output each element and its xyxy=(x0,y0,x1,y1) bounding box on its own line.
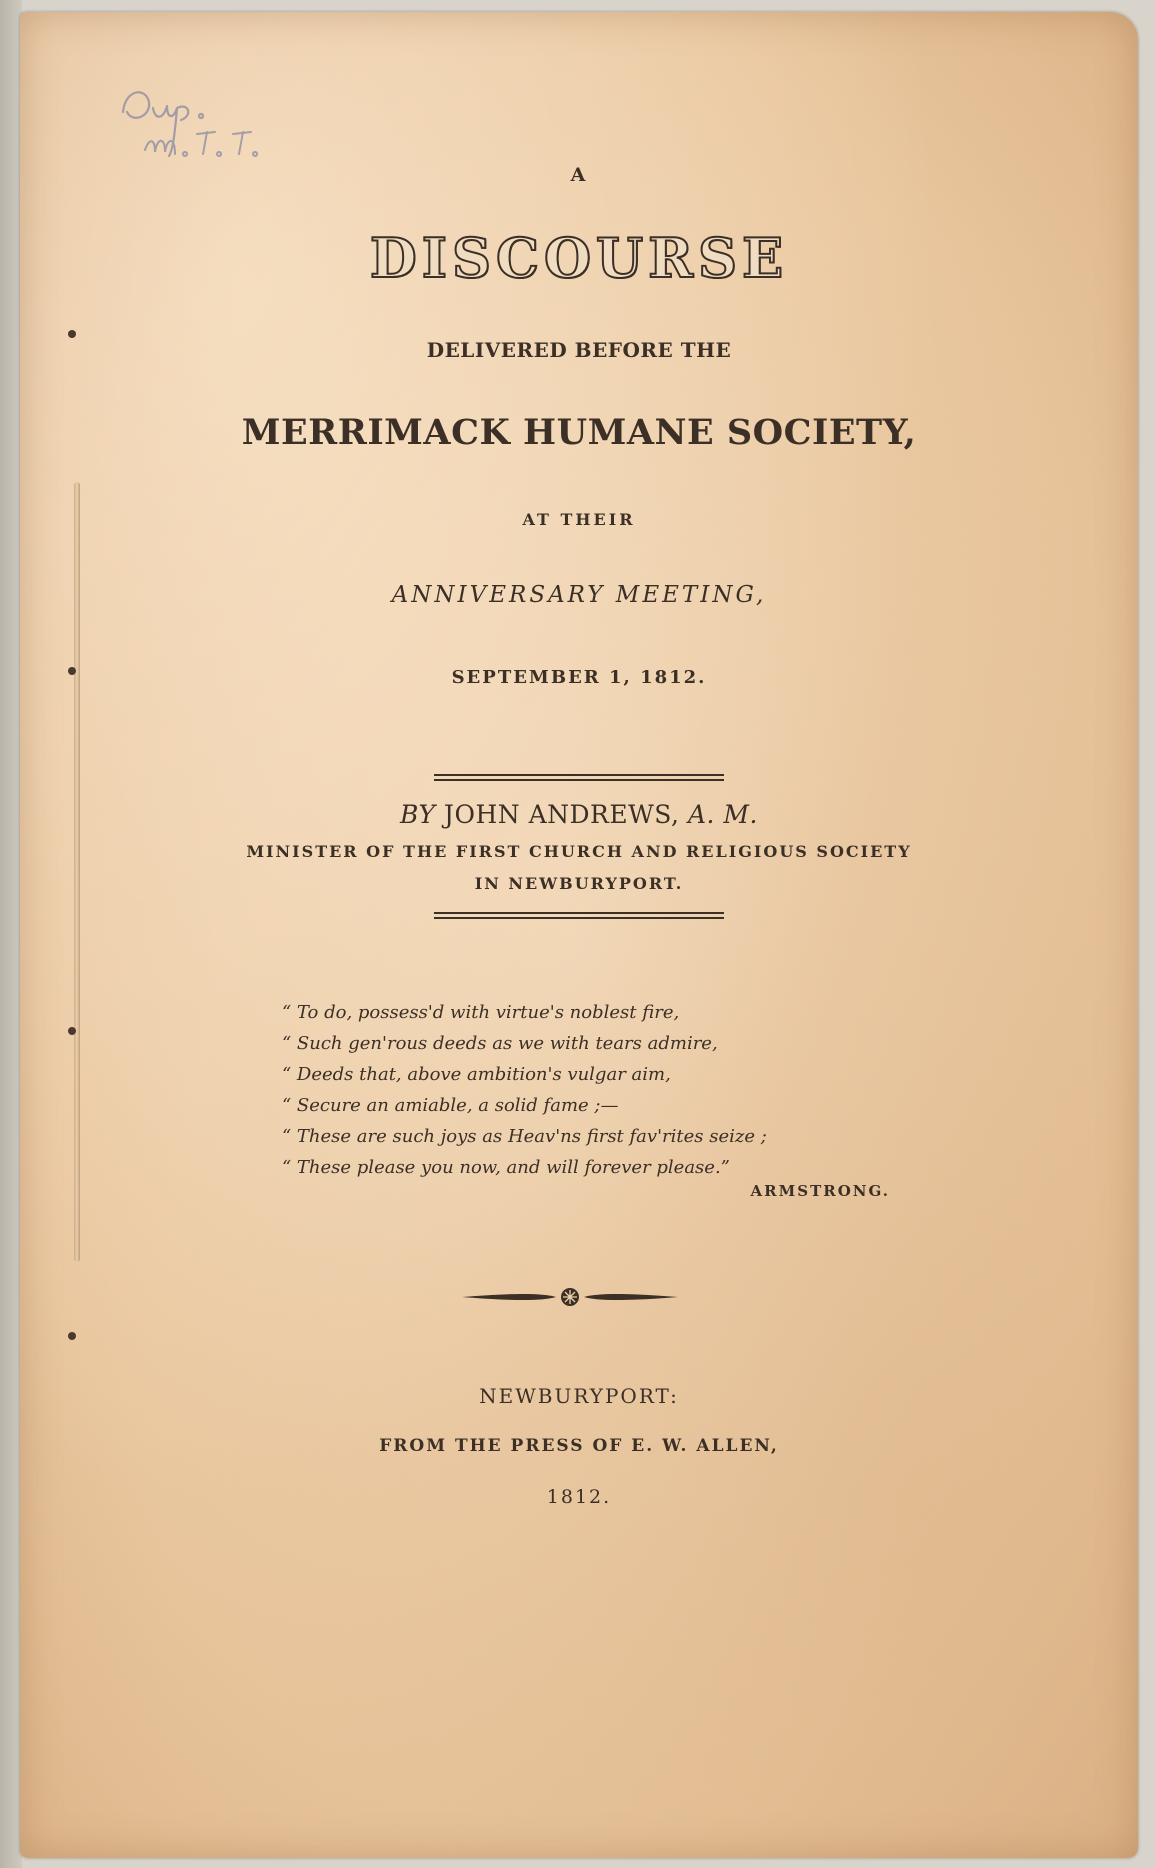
double-rule-top xyxy=(434,774,724,781)
date-line: SEPTEMBER 1, 1812. xyxy=(451,667,707,688)
epigraph-line: “ To do, possess'd with virtue's noblest fire, xyxy=(282,1002,680,1023)
scan-background-strip xyxy=(0,0,22,1868)
author-line xyxy=(20,800,1138,829)
epigraph-line: “ Such gen'rous deeds as we with tears admire, xyxy=(282,1033,718,1054)
delivered-before-line: DELIVERED BEFORE THE xyxy=(426,338,732,362)
author-role: MINISTER OF THE FIRST CHURCH AND RELIGIOUS SOCIETY xyxy=(246,842,912,861)
imprint-press: FROM THE PRESS OF E. W. ALLEN, xyxy=(379,1436,779,1456)
epigraph-line: “ These are such joys as Heav'ns first fav'rites seize ; xyxy=(282,1126,767,1147)
page-title: DISCOURSE xyxy=(369,226,789,290)
society-name: MERRIMACK HUMANE SOCIETY, xyxy=(241,412,917,453)
author-name: JOHN ANDREWS, xyxy=(443,800,680,829)
epigraph-line: “ Secure an amiable, a solid fame ;— xyxy=(282,1095,619,1116)
epigraph-attribution: ARMSTRONG. xyxy=(750,1182,890,1200)
author-place: IN NEWBURYPORT. xyxy=(474,874,684,893)
double-rule-bottom xyxy=(434,912,724,919)
binding-hole xyxy=(68,330,76,338)
author-by: BY xyxy=(400,800,436,829)
epigraph-line: “ Deeds that, above ambition's vulgar aim, xyxy=(282,1064,671,1085)
occasion-line: ANNIVERSARY MEETING, xyxy=(391,582,767,608)
epigraph xyxy=(282,997,902,1183)
title-page xyxy=(20,12,1138,1858)
author-degree: A. M. xyxy=(687,800,758,829)
binding-hole xyxy=(68,1027,76,1035)
at-their-line: AT THEIR xyxy=(522,510,636,529)
binding-hole xyxy=(68,1332,76,1340)
title-article: A xyxy=(570,164,588,186)
ornament-divider-icon xyxy=(460,1282,680,1312)
imprint-place: NEWBURYPORT: xyxy=(479,1384,679,1408)
epigraph-line: “ These please you now, and will forever please.” xyxy=(282,1157,730,1178)
imprint-year: 1812. xyxy=(546,1486,612,1508)
